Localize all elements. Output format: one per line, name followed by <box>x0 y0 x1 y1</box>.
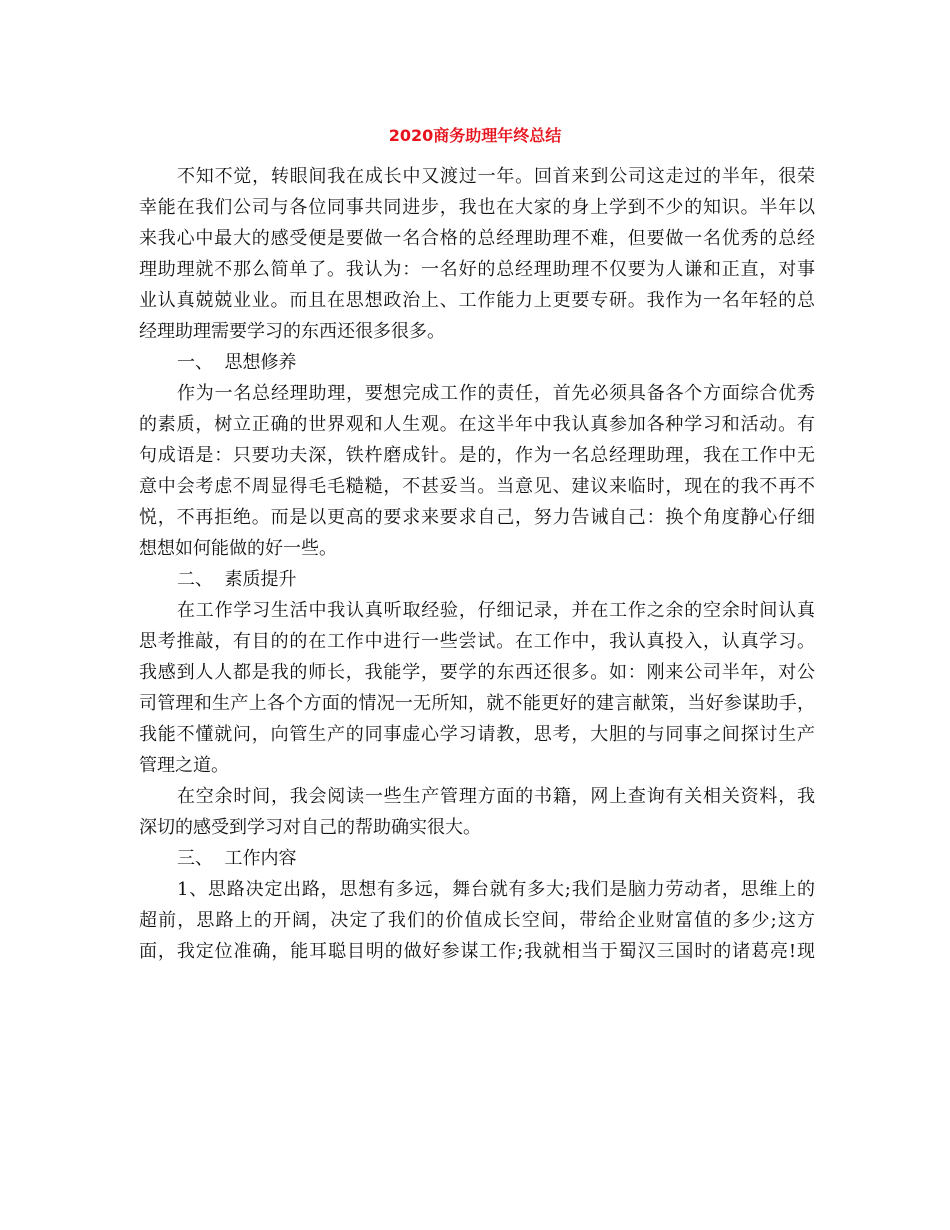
paragraph-line: 来我心中最大的感受便是要做一名合格的总经理助理不难，但要做一名优秀的总经 <box>139 228 815 249</box>
paragraph-line: 作为一名总经理助理，要想完成工作的责任，首先必须具备各个方面综合优秀 <box>177 383 815 404</box>
paragraph-line: 面，我定位准确，能耳聪目明的做好参谋工作;我就相当于蜀汉三国时的诸葛亮!现 <box>139 941 815 962</box>
paragraph-line: 业认真兢兢业业。而且在思想政治上、工作能力上更要专研。我作为一名年轻的总 <box>139 290 815 311</box>
paragraph-line: 管理之道。 <box>139 755 229 776</box>
paragraph-line: 思考推敲，有目的的在工作中进行一些尝试。在工作中，我认真投入，认真学习。 <box>139 631 815 652</box>
paragraph-line: 句成语是：只要功夫深，铁杵磨成针。是的，作为一名总经理助理，我在工作中无 <box>139 445 815 466</box>
paragraph-line: 1、思路决定出路，思想有多远，舞台就有多大;我们是脑力劳动者，思维上的 <box>177 879 815 900</box>
paragraph-line: 的素质，树立正确的世界观和人生观。在这半年中我认真参加各种学习和活动。有 <box>139 414 815 435</box>
paragraph-line: 悦，不再拒绝。而是以更高的要求来要求自己，努力告诫自己：换个角度静心仔细 <box>139 507 815 528</box>
paragraph-line: 在空余时间，我会阅读一些生产管理方面的书籍，网上查询有关相关资料，我 <box>177 786 815 807</box>
paragraph-line: 想想如何能做的好一些。 <box>139 538 337 559</box>
paragraph-line: 在工作学习生活中我认真听取经验，仔细记录，并在工作之余的空余时间认真 <box>177 600 815 621</box>
paragraph-line: 我感到人人都是我的师长，我能学，要学的东西还很多。如：刚来公司半年，对公 <box>139 662 815 683</box>
section-heading: 一、 思想修养 <box>177 352 297 373</box>
section-heading: 三、 工作内容 <box>177 848 297 869</box>
paragraph-line: 经理助理需要学习的东西还很多很多。 <box>139 321 445 342</box>
paragraph-line: 幸能在我们公司与各位同事共同进步，我也在大家的身上学到不少的知识。半年以 <box>139 197 815 218</box>
paragraph-line: 理助理就不那么简单了。我认为：一名好的总经理助理不仅要为人谦和正直，对事 <box>139 259 815 280</box>
paragraph-line: 深切的感受到学习对自己的帮助确实很大。 <box>139 817 481 838</box>
paragraph-line: 意中会考虑不周显得毛毛糙糙，不甚妥当。当意见、建议来临时，现在的我不再不 <box>139 476 815 497</box>
paragraph-line: 超前，思路上的开阔，决定了我们的价值成长空间，带给企业财富值的多少;这方 <box>139 910 815 931</box>
section-heading: 二、 素质提升 <box>177 569 297 590</box>
paragraph-line: 我能不懂就问，向管生产的同事虚心学习请教，思考，大胆的与同事之间探讨生产 <box>139 724 815 745</box>
paragraph-line: 不知不觉，转眼间我在成长中又渡过一年。回首来到公司这走过的半年，很荣 <box>177 166 815 187</box>
document-title: 2020商务助理年终总结 <box>388 126 562 145</box>
paragraph-line: 司管理和生产上各个方面的情况一无所知，就不能更好的建言献策，当好参谋助手， <box>139 693 815 714</box>
